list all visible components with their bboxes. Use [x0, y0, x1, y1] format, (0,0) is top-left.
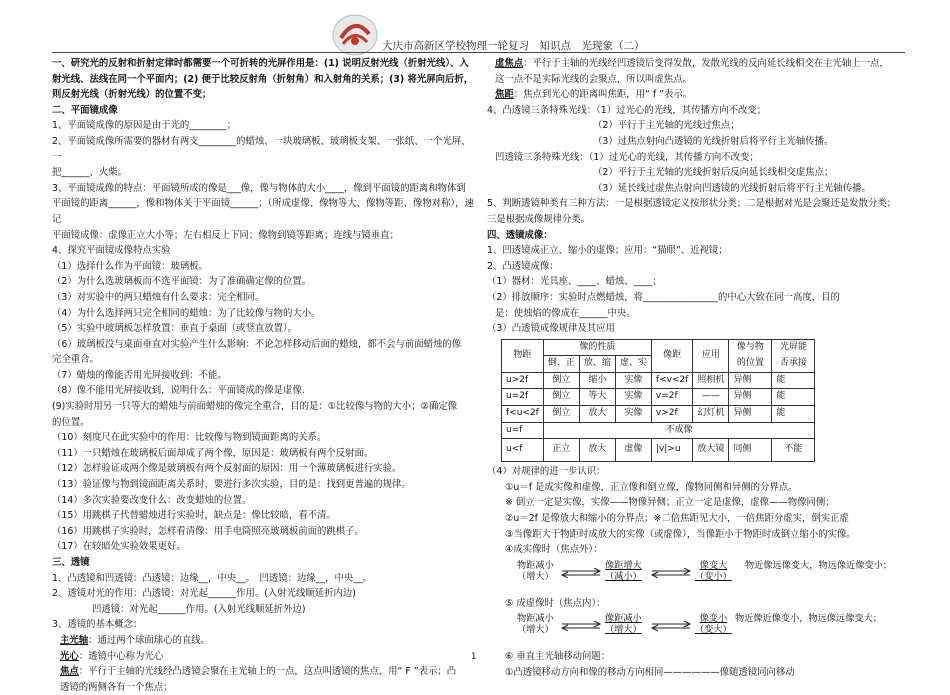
list-item: （1）选择什么作为平面镜：玻璃板。 [52, 260, 208, 272]
flow-text: （增大） [517, 570, 554, 582]
list-item: 的位置。 [52, 416, 90, 428]
flow-text: 像距增大 [605, 559, 642, 571]
flow-node [605, 613, 642, 635]
list-item: (9)实验时用另一只等大的蜡烛与前面蜡烛的像完全重合，目的是：①比较像与物的大小；②确定像 [52, 401, 458, 413]
table-row [502, 372, 815, 389]
table-cell: 正立 [543, 439, 579, 462]
para: （3）延长线过虚焦点射向凹透镜的光线折射后将平行主光轴传播。 [593, 182, 871, 194]
list-item: （15）用跳棋子代替蜡烛进行实验时，缺点是：像比较暗，看不清。 [52, 510, 336, 522]
section-4-title: 四、透镜成像： [487, 229, 553, 241]
table-header: 虚、实 [615, 356, 651, 373]
table-cell: 放大 [579, 439, 615, 462]
table-cell: 异侧 [729, 389, 772, 406]
double-arrow-icon [650, 568, 692, 578]
lens-rules-table [501, 339, 815, 463]
flow-text: 像变小 [699, 613, 728, 625]
concept-text: ：透镜中心称为光心 [78, 650, 164, 662]
table-cell: 倒立 [543, 406, 579, 423]
para: （2）平行于主光轴的光线折射后反向延长线相交虚焦点； [593, 167, 834, 179]
para: 2、透镜对光的作用：凸透镜：对光起______作用。(入射光线顺延折内边) [52, 588, 356, 600]
table-header: 物距 [502, 339, 544, 372]
table-cell: 实像 [615, 406, 651, 423]
para: 三是根据成像规律分类。 [487, 213, 591, 225]
flow-node [517, 560, 554, 582]
table-cell: 不能 [772, 439, 815, 462]
para: 1、平面镜成像的原因是由于光的________； [52, 120, 237, 132]
flow-text: （变小） [695, 570, 732, 582]
concept-label: 焦距 [495, 89, 514, 101]
list-item: （6）玻璃板没与桌面垂直对实验产生什么影响：不论怎样移动后面的蜡烛，都不会与前面蜡烛的像 [52, 338, 462, 350]
table-header: 像与物的位置 [729, 339, 772, 372]
concept-text: ：焦点到光心的距离叫焦距，用“ f ”表示。 [513, 89, 693, 101]
table-row [502, 439, 815, 462]
para: （2）排放顺序：实验时点燃蜡烛，将________________的中心大致在同一高度，目的 [487, 291, 840, 303]
flow-node [695, 613, 732, 635]
list-item: （14）多次实验要改变什么：改变蜡烛的位置。 [52, 494, 252, 506]
table-cell: u<f [502, 439, 544, 462]
list-item: （4）为什么选择两只完全相同的蜡烛：为了比较像与物的大小。 [52, 307, 321, 319]
flow-text: 像变大 [699, 559, 728, 571]
para: （3）凸透镜成像规律及其应用 [487, 323, 615, 335]
list-item: （13）验证像与物到镜面距离关系时，要进行多次实验，目的是：找到更普遍的规律。 [52, 479, 411, 491]
table-cell: 等大 [579, 389, 615, 406]
flow-text: （减小） [605, 570, 642, 582]
para: 把______、火柴。 [52, 167, 128, 179]
concept-text: 透镜的两侧各有一个焦点； [60, 681, 173, 693]
table-row [502, 422, 815, 439]
real-image-flow [487, 558, 905, 596]
list-item: （2）为什么选玻璃板而不选平面镜：为了准确确定像的位置。 [52, 276, 312, 288]
school-emblem-icon [331, 14, 379, 56]
document-header-title: 大庆市高新区学校物理一轮复习 知识点 光现象（二） [382, 40, 645, 52]
list-item: ①凸透镜移动方向和像的移动方向相同——————像随透镜同向移动 [505, 667, 795, 678]
list-item: ②u＝2f 是像放大和缩小的分界点；※二倍焦距见大小，一倍焦距分虚实，倒实正虚 [505, 513, 849, 525]
flow-node [517, 613, 554, 635]
table-cell: 能 [772, 372, 815, 389]
table-cell: 幻灯机 [693, 406, 729, 423]
para: （3）过焦点射向凸透镜的光线折射后将平行主光轴传播。 [593, 135, 834, 147]
double-arrow-icon [560, 621, 602, 631]
concept-label: 主光轴 [60, 634, 89, 646]
page-number: 1 [471, 652, 477, 662]
concept-label: 焦点 [60, 666, 79, 678]
table-row [502, 406, 815, 423]
right-column [487, 56, 905, 681]
table-header: 倒、正 [543, 356, 579, 373]
table-cell: v>2f [651, 406, 692, 423]
section-2-title: 二、平面镜成像 [52, 104, 118, 116]
table-cell: 能 [772, 389, 815, 406]
para: （1）器材：光具座、____、蜡烛、____； [487, 276, 662, 288]
list-item: （5）实验中玻璃板怎样放置：垂直于桌面（或竖直放置）。 [52, 323, 298, 335]
table-cell: u>2f [502, 372, 544, 389]
flow-node [695, 560, 732, 582]
flow-node [605, 560, 642, 582]
para: 5、判断透镜种类有三种方法：一是根据透镜定义按形状分类；二是根据对光是会聚还是发散分类； [487, 198, 897, 210]
list-item: ③当像距大于物距时成放大的实像（或虚像），当像距小于物距时成倒立缩小的实像。 [505, 528, 856, 540]
para: 2、平面镜成像所需要的器材有两支________的蜡烛、一块玻璃板、玻璃板支架、一张纸、一个光屏、一 [52, 135, 471, 163]
list-item: （8）像不能用光屏接收到，说明什么：平面镜成的像是虚像. [52, 385, 305, 397]
para: 1、凸透镜和凹透镜：凸透镜：边缘__，中央__。 凹透镜：边缘__，中央__。 [52, 572, 373, 584]
concept-text: ：通过两个球面球心的直线。 [88, 634, 211, 646]
list-item: （16）用跳棋子实验时，怎样看清像：用手电筒照亮玻璃板前面的跳棋子。 [52, 525, 364, 537]
table-header: 像的性质 [543, 339, 651, 356]
table-cell: v=2f [651, 389, 692, 406]
flow-note: 物近像远像变大，物远像近像变小； [745, 559, 892, 571]
list-item: （17）在较暗处实验效果更好。 [52, 541, 186, 553]
flow-text: （变大） [695, 624, 732, 636]
list-item: （12）怎样验证成两个像是玻璃板有两个反射面的原因：用一个薄玻璃板进行实验。 [52, 463, 402, 475]
list-item: （3）对实验中的两只蜡烛有什么要求：完全相同。 [52, 291, 265, 303]
list-item: ①u＝f 是成实像和虚像，正立像和倒立像，像物同侧和异侧的分界点。 [505, 481, 798, 493]
table-cell: |v|>u [651, 439, 692, 462]
table-cell: 缩小 [579, 372, 615, 389]
table-cell: u=f [502, 422, 544, 439]
list-item: （7）蜡烛的像能否用光屏接收到：不能。 [52, 369, 227, 381]
flow-note: 物近像近像变小，物远像远像变大； [735, 613, 882, 625]
table-cell: 放大 [579, 406, 615, 423]
list-item: （11）一只蜡烛在玻璃板后面却成了两个像，原因是：玻璃板有两个反射面。 [52, 447, 374, 459]
table-cell: 放大镜 [693, 439, 729, 462]
section-1: 一、研究光的反射和折射定律时都需要一个可折转的光屏作用是：(1) 说明反射光线（折射光线）、入射光线、法线在同一个平面内；(2) 便于比较反射角（折射角）和入射角的关系；(3) 将光屏向后折，则反射光线（折射光线）的位置不变； [52, 58, 474, 101]
para: 4、凸透镜三条特殊光线：（1）过光心的光线，其传播方向不改变； [487, 104, 767, 116]
table-cell: 能 [772, 406, 815, 423]
double-arrow-icon [560, 568, 602, 578]
concept-text: ：平行于主轴的光线经凹透镜后变得发散，发散光线的反向延长线相交在主光轴上一点， [523, 58, 889, 69]
para: （2）平行于主光轴的光线过焦点； [593, 120, 740, 132]
table-cell: —— [693, 389, 729, 406]
table-cell: u=2f [502, 389, 544, 406]
table-header: 光屏能否承接 [772, 339, 815, 372]
list-item: ⑤ 成虚像时（焦点内）： [505, 597, 606, 609]
list-item: 完全重合。 [52, 354, 99, 366]
para: 1、凹透镜成正立、缩小的虚像；应用：“猫眼”、近视镜； [487, 245, 728, 257]
list-item: ④成实像时（焦点外）： [505, 544, 603, 556]
table-cell: 倒立 [543, 372, 579, 389]
left-column [52, 56, 477, 695]
concept-label: 光心 [60, 650, 79, 662]
concept-text: ：平行于主轴的光线经凸透镜会聚在主光轴上的一点，这点叫透镜的焦点，用“ F ”表示；凸 [78, 666, 457, 678]
table-cell: 倒立 [543, 389, 579, 406]
para: 凹透镜：对光起______作用。(入射光线顺延折外边) [92, 603, 306, 615]
para: （4）对规律的进一步认识： [487, 466, 606, 478]
table-cell: 虚像 [615, 439, 651, 462]
table-cell: 实像 [615, 389, 651, 406]
table-header: 像距 [651, 339, 692, 372]
header-divider [52, 52, 905, 53]
para: 4、探究平面镜成像特点实验 [52, 245, 171, 257]
double-arrow-icon [650, 621, 692, 631]
concept-label: 虚焦点 [495, 58, 524, 69]
para: 平面镜成像：虚像正立大小等；左右相反上下同；像物到镜等距离；连线与镜垂直； [52, 229, 399, 241]
flow-text: 物距减小 [517, 613, 554, 625]
virtual-image-flow [487, 611, 905, 649]
concept-text: 这一点不是实际光线的会聚点，所以叫虚焦点。 [495, 73, 692, 85]
table-cell: f<v<2f [651, 372, 692, 389]
flow-text: 物距减小 [517, 559, 554, 571]
list-item: ※ 倒立一定是实像，实像——物像异侧；正立一定是虚像，虚像——物像同侧； [505, 497, 835, 509]
table-header: 应用 [693, 339, 729, 372]
table-cell: 不成像 [543, 422, 815, 439]
para: 是：使烛焰的像成在______中央。 [495, 307, 636, 319]
table-cell: f<u<2f [502, 406, 544, 423]
table-cell: 异侧 [729, 372, 772, 389]
flow-text: （增大） [605, 624, 642, 636]
list-item: （10）刻度尺在此实验中的作用：比较像与物到镜面距离的关系。 [52, 432, 327, 444]
table-row [502, 389, 815, 406]
flow-text: （增大） [517, 624, 554, 636]
section-3-title: 三、透镜 [52, 557, 90, 568]
table-cell: 异侧 [729, 406, 772, 423]
table-cell: 同侧 [729, 439, 772, 462]
para: 2、凸透镜成像： [487, 260, 559, 272]
flow-text: 像距减小 [605, 613, 642, 625]
table-header-row [502, 339, 815, 356]
para: 3、平面镜成像的特点：平面镜所成的像是___像，像与物体的大小____，像到平面镜的距离和物体到 [52, 182, 466, 194]
table-cell: 照相机 [693, 372, 729, 389]
para: 平面镜的距离______，像和物体关于平面镜______；（所成虚像、像物等大、像物等距、像物对称），速记 [52, 198, 474, 225]
table-cell: 实像 [615, 372, 651, 389]
para: 凹透镜三条特殊光线：（1）过光心的光线，其传播方向不改变； [495, 151, 759, 163]
list-item: ⑥ 垂直主光轴移动问题： [505, 651, 611, 663]
table-header: 放、缩 [579, 356, 615, 373]
para: 3、透镜的基本概念： [52, 619, 143, 631]
